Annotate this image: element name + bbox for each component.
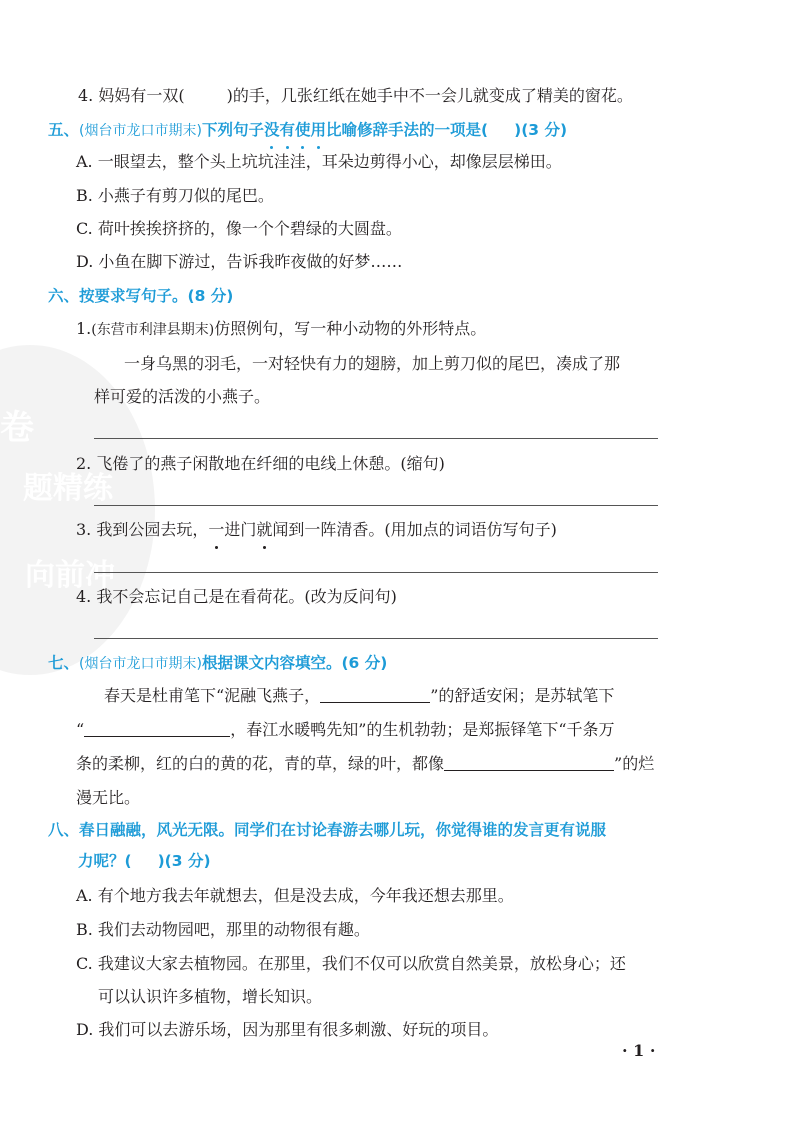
section-7-para-line-1: 春天是杜甫笔下“泥融飞燕子， ”的舒适安闲；是苏轼笔下 — [104, 686, 615, 705]
emphasis-dot-2: 就 — [256, 518, 272, 542]
emphasis-dot-char: 用 — [311, 118, 327, 142]
example-sentence-line-2: 样可爱的活泼的小燕子。 — [94, 387, 271, 406]
option-c: C. 荷叶挨挨挤挤的，像一个个碧绿的大圆盘。 — [76, 219, 402, 238]
answer-line-3[interactable] — [94, 572, 658, 573]
example-sentence-line-1: 一身乌黑的羽毛，一对轻快有力的翅膀，加上剪刀似的尾巴，凑成了那 — [124, 354, 621, 373]
section-7-para-line-4: 漫无比。 — [76, 788, 141, 807]
section-8-heading: 八、春日融融，风光无限。同学们在讨论春游去哪儿玩，你觉得谁的发言更有说服 — [48, 821, 607, 839]
section-7-para-line-2: “ ，春江水暖鸭先知”的生机勃勃；是郑振铎笔下“千条万 — [76, 720, 615, 739]
fill-blank-1[interactable] — [320, 684, 430, 703]
section-7-heading: 七、(烟台市龙口市期末)根据课文内容填空。(6 分) — [48, 654, 388, 672]
emphasis-dot-char: 有 — [279, 118, 295, 142]
emphasis-dot-char: 使 — [295, 118, 311, 142]
answer-line-1[interactable] — [94, 438, 658, 439]
section-7-para-line-3: 条的柔柳，红的白的黄的花，青的草，绿的叶，都像 ”的烂 — [76, 754, 655, 773]
option-a: A. 一眼望去，整个头上坑坑洼洼，耳朵边剪得小心，却像层层梯田。 — [76, 152, 562, 171]
fill-blank-3[interactable] — [444, 752, 614, 771]
option-d: D. 我们可以去游乐场，因为那里有很多刺激、好玩的项目。 — [76, 1020, 499, 1039]
section-6-q3: 3. 我到公园去玩，一进门就闻到一阵清香。(用加点的词语仿写句子) — [76, 518, 557, 542]
emphasis-dots — [264, 121, 326, 139]
section-6-heading: 六、按要求写句子。(8 分) — [48, 287, 234, 305]
emphasis-dot-char: 没 — [264, 118, 280, 142]
option-a: A. 有个地方我去年就想去，但是没去成，今年我还想去那里。 — [76, 886, 514, 905]
option-b: B. 我们去动物园吧，那里的动物很有趣。 — [76, 920, 370, 939]
section-6-q1: 1.(东营市利津县期末)仿照例句，写一种小动物的外形特点。 — [76, 319, 487, 338]
emphasis-dot-1: 一 — [208, 518, 224, 542]
option-b: B. 小燕子有剪刀似的尾巴。 — [76, 186, 274, 205]
section-6-q4: 4. 我不会忘记自己是在看荷花。(改为反问句) — [76, 587, 397, 606]
fill-blank-2[interactable] — [84, 718, 230, 737]
answer-line-4[interactable] — [94, 638, 658, 639]
section-5-heading: 五、(烟台市龙口市期末)下列句子没有使用比喻修辞手法的一项是( )(3 分) — [48, 118, 567, 143]
answer-line-2[interactable] — [94, 505, 658, 506]
option-c-cont: 可以认识许多植物，增长知识。 — [98, 987, 323, 1006]
option-d: D. 小鱼在脚下游过，告诉我昨夜做的好梦…… — [76, 252, 403, 271]
watermark-text-1: 卷 — [0, 408, 34, 448]
watermark-text-3: 向前冲 — [25, 558, 115, 593]
question-4-fill: 4. 妈妈有一双( )的手，几张红纸在她手中不一会儿就变成了精美的窗花。 — [78, 86, 633, 105]
section-8-heading-cont: 力呢？( )(3 分) — [78, 852, 211, 870]
section-6-q2: 2. 飞倦了的燕子闲散地在纤细的电线上休憩。(缩句) — [76, 454, 445, 473]
watermark-text-2: 题精练 — [23, 471, 113, 506]
option-c: C. 我建议大家去植物园。在那里，我们不仅可以欣赏自然美景，放松身心；还 — [76, 954, 626, 973]
page-number: · 1 · — [622, 1041, 656, 1060]
